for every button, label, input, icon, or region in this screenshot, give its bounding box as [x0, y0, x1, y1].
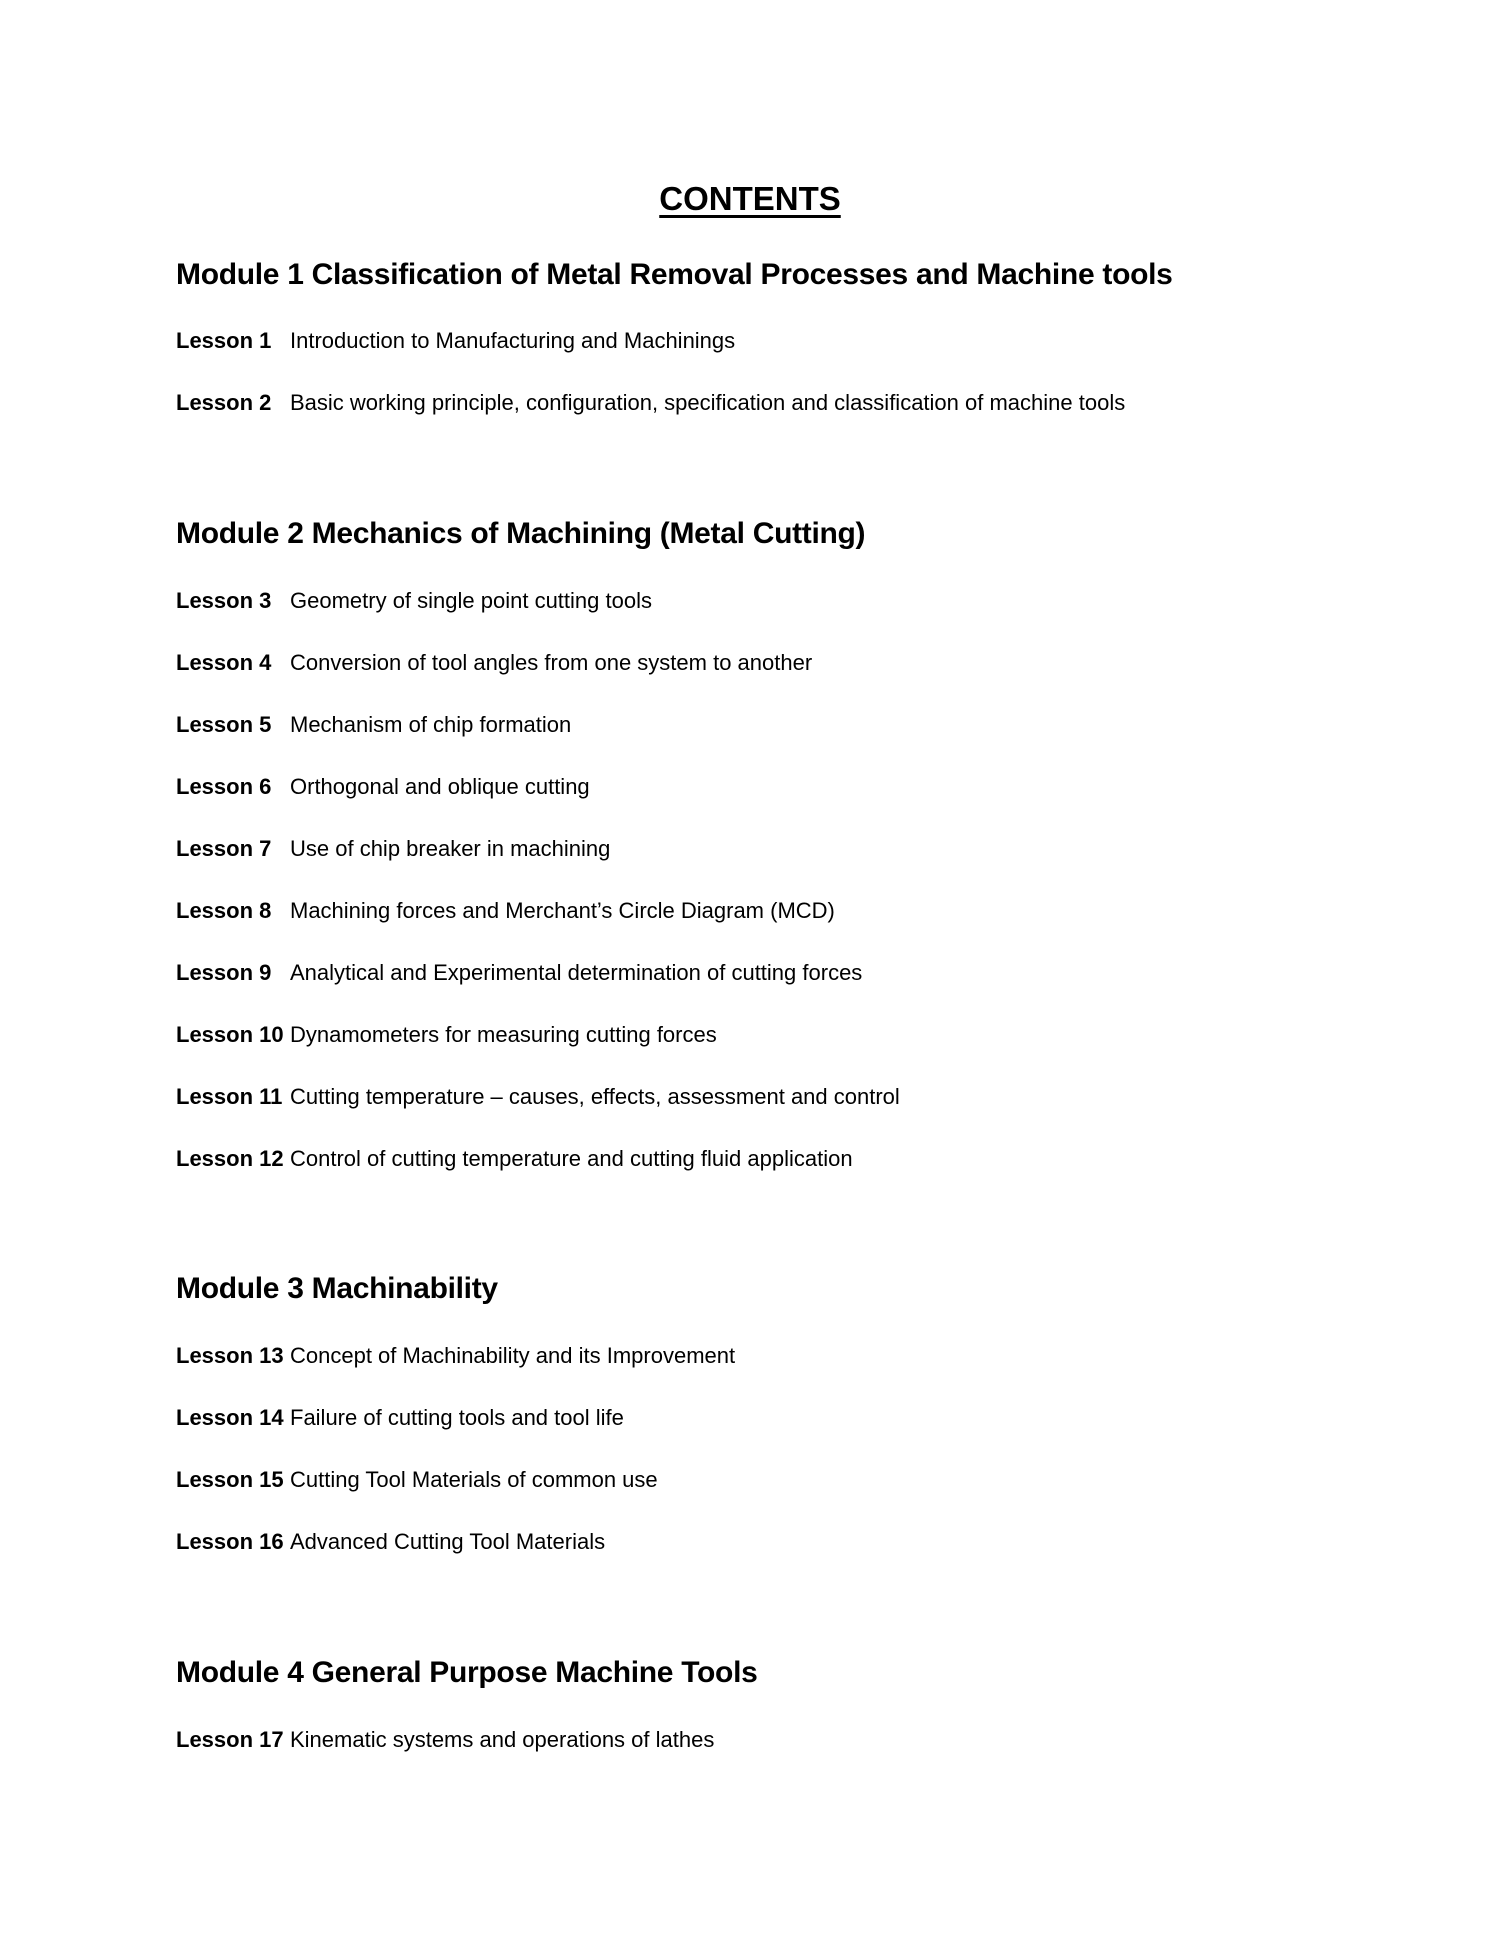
lesson-label: Lesson 9: [176, 960, 272, 985]
lesson-label: Lesson 16: [176, 1529, 284, 1554]
lesson-entry: [176, 1343, 735, 1369]
contents-heading: CONTENTS: [659, 180, 841, 217]
module-heading: Module 2 Mechanics of Machining (Metal Cutting): [176, 517, 866, 550]
lesson-title: Concept of Machinability and its Improvement: [290, 1343, 736, 1368]
lesson-title: Control of cutting temperature and cutting fluid application: [290, 1146, 853, 1171]
lesson-entry: [176, 898, 835, 924]
lesson-entry: [176, 588, 652, 614]
lesson-label: Lesson 11: [176, 1084, 283, 1109]
lesson-entry: [176, 390, 1125, 416]
lesson-entry: [176, 1727, 714, 1753]
lesson-label: Lesson 5: [176, 712, 272, 737]
lesson-title: Failure of cutting tools and tool life: [290, 1405, 624, 1430]
lesson-label: Lesson 7: [176, 836, 272, 861]
lesson-title: Cutting temperature – causes, effects, assessment and control: [290, 1084, 900, 1109]
lesson-entry: [176, 1467, 658, 1493]
lesson-entry: [176, 1146, 853, 1172]
lesson-entry: [176, 1022, 717, 1048]
lesson-title: Conversion of tool angles from one system to another: [290, 650, 813, 675]
lesson-entry: [176, 1084, 900, 1110]
module-heading: Module 1 Classification of Metal Removal Processes and Machine tools: [176, 258, 1173, 291]
lesson-title: Analytical and Experimental determination of cutting forces: [290, 960, 863, 985]
lesson-title: Geometry of single point cutting tools: [290, 588, 652, 613]
lesson-label: Lesson 2: [176, 390, 272, 415]
lesson-entry: [176, 650, 812, 676]
lesson-title: Machining forces and Merchant’s Circle Diagram (MCD): [290, 898, 835, 923]
lesson-title: Advanced Cutting Tool Materials: [290, 1529, 606, 1554]
lesson-label: Lesson 15: [176, 1467, 284, 1492]
lesson-label: Lesson 14: [176, 1405, 284, 1430]
lesson-label: Lesson 4: [176, 650, 272, 675]
lesson-label: Lesson 10: [176, 1022, 284, 1047]
lesson-entry: [176, 1405, 624, 1431]
lesson-entry: [176, 836, 610, 862]
lesson-label: Lesson 8: [176, 898, 272, 923]
lesson-title: Cutting Tool Materials of common use: [290, 1467, 658, 1492]
lesson-label: Lesson 3: [176, 588, 272, 613]
lesson-label: Lesson 12: [176, 1146, 284, 1171]
module-heading: Module 4 General Purpose Machine Tools: [176, 1656, 758, 1689]
lesson-entry: [176, 774, 590, 800]
lesson-entry: [176, 712, 571, 738]
lesson-label: Lesson 17: [176, 1727, 284, 1752]
lesson-title: Dynamometers for measuring cutting forces: [290, 1022, 717, 1047]
lesson-entry: [176, 1529, 605, 1555]
lesson-title: Use of chip breaker in machining: [290, 836, 611, 861]
lesson-label: Lesson 6: [176, 774, 272, 799]
lesson-title: Basic working principle, configuration, specification and classification of machine tools: [290, 390, 1126, 415]
module-heading: Module 3 Machinability: [176, 1272, 498, 1305]
lesson-label: Lesson 1: [176, 328, 272, 353]
lesson-label: Lesson 13: [176, 1343, 284, 1368]
lesson-title: Mechanism of chip formation: [290, 712, 572, 737]
lesson-entry: [176, 960, 862, 986]
lesson-title: Kinematic systems and operations of lathes: [290, 1727, 715, 1752]
lesson-entry: [176, 328, 735, 354]
page-title: [0, 180, 1500, 218]
lesson-title: Orthogonal and oblique cutting: [290, 774, 590, 799]
lesson-title: Introduction to Manufacturing and Machinings: [290, 328, 736, 353]
